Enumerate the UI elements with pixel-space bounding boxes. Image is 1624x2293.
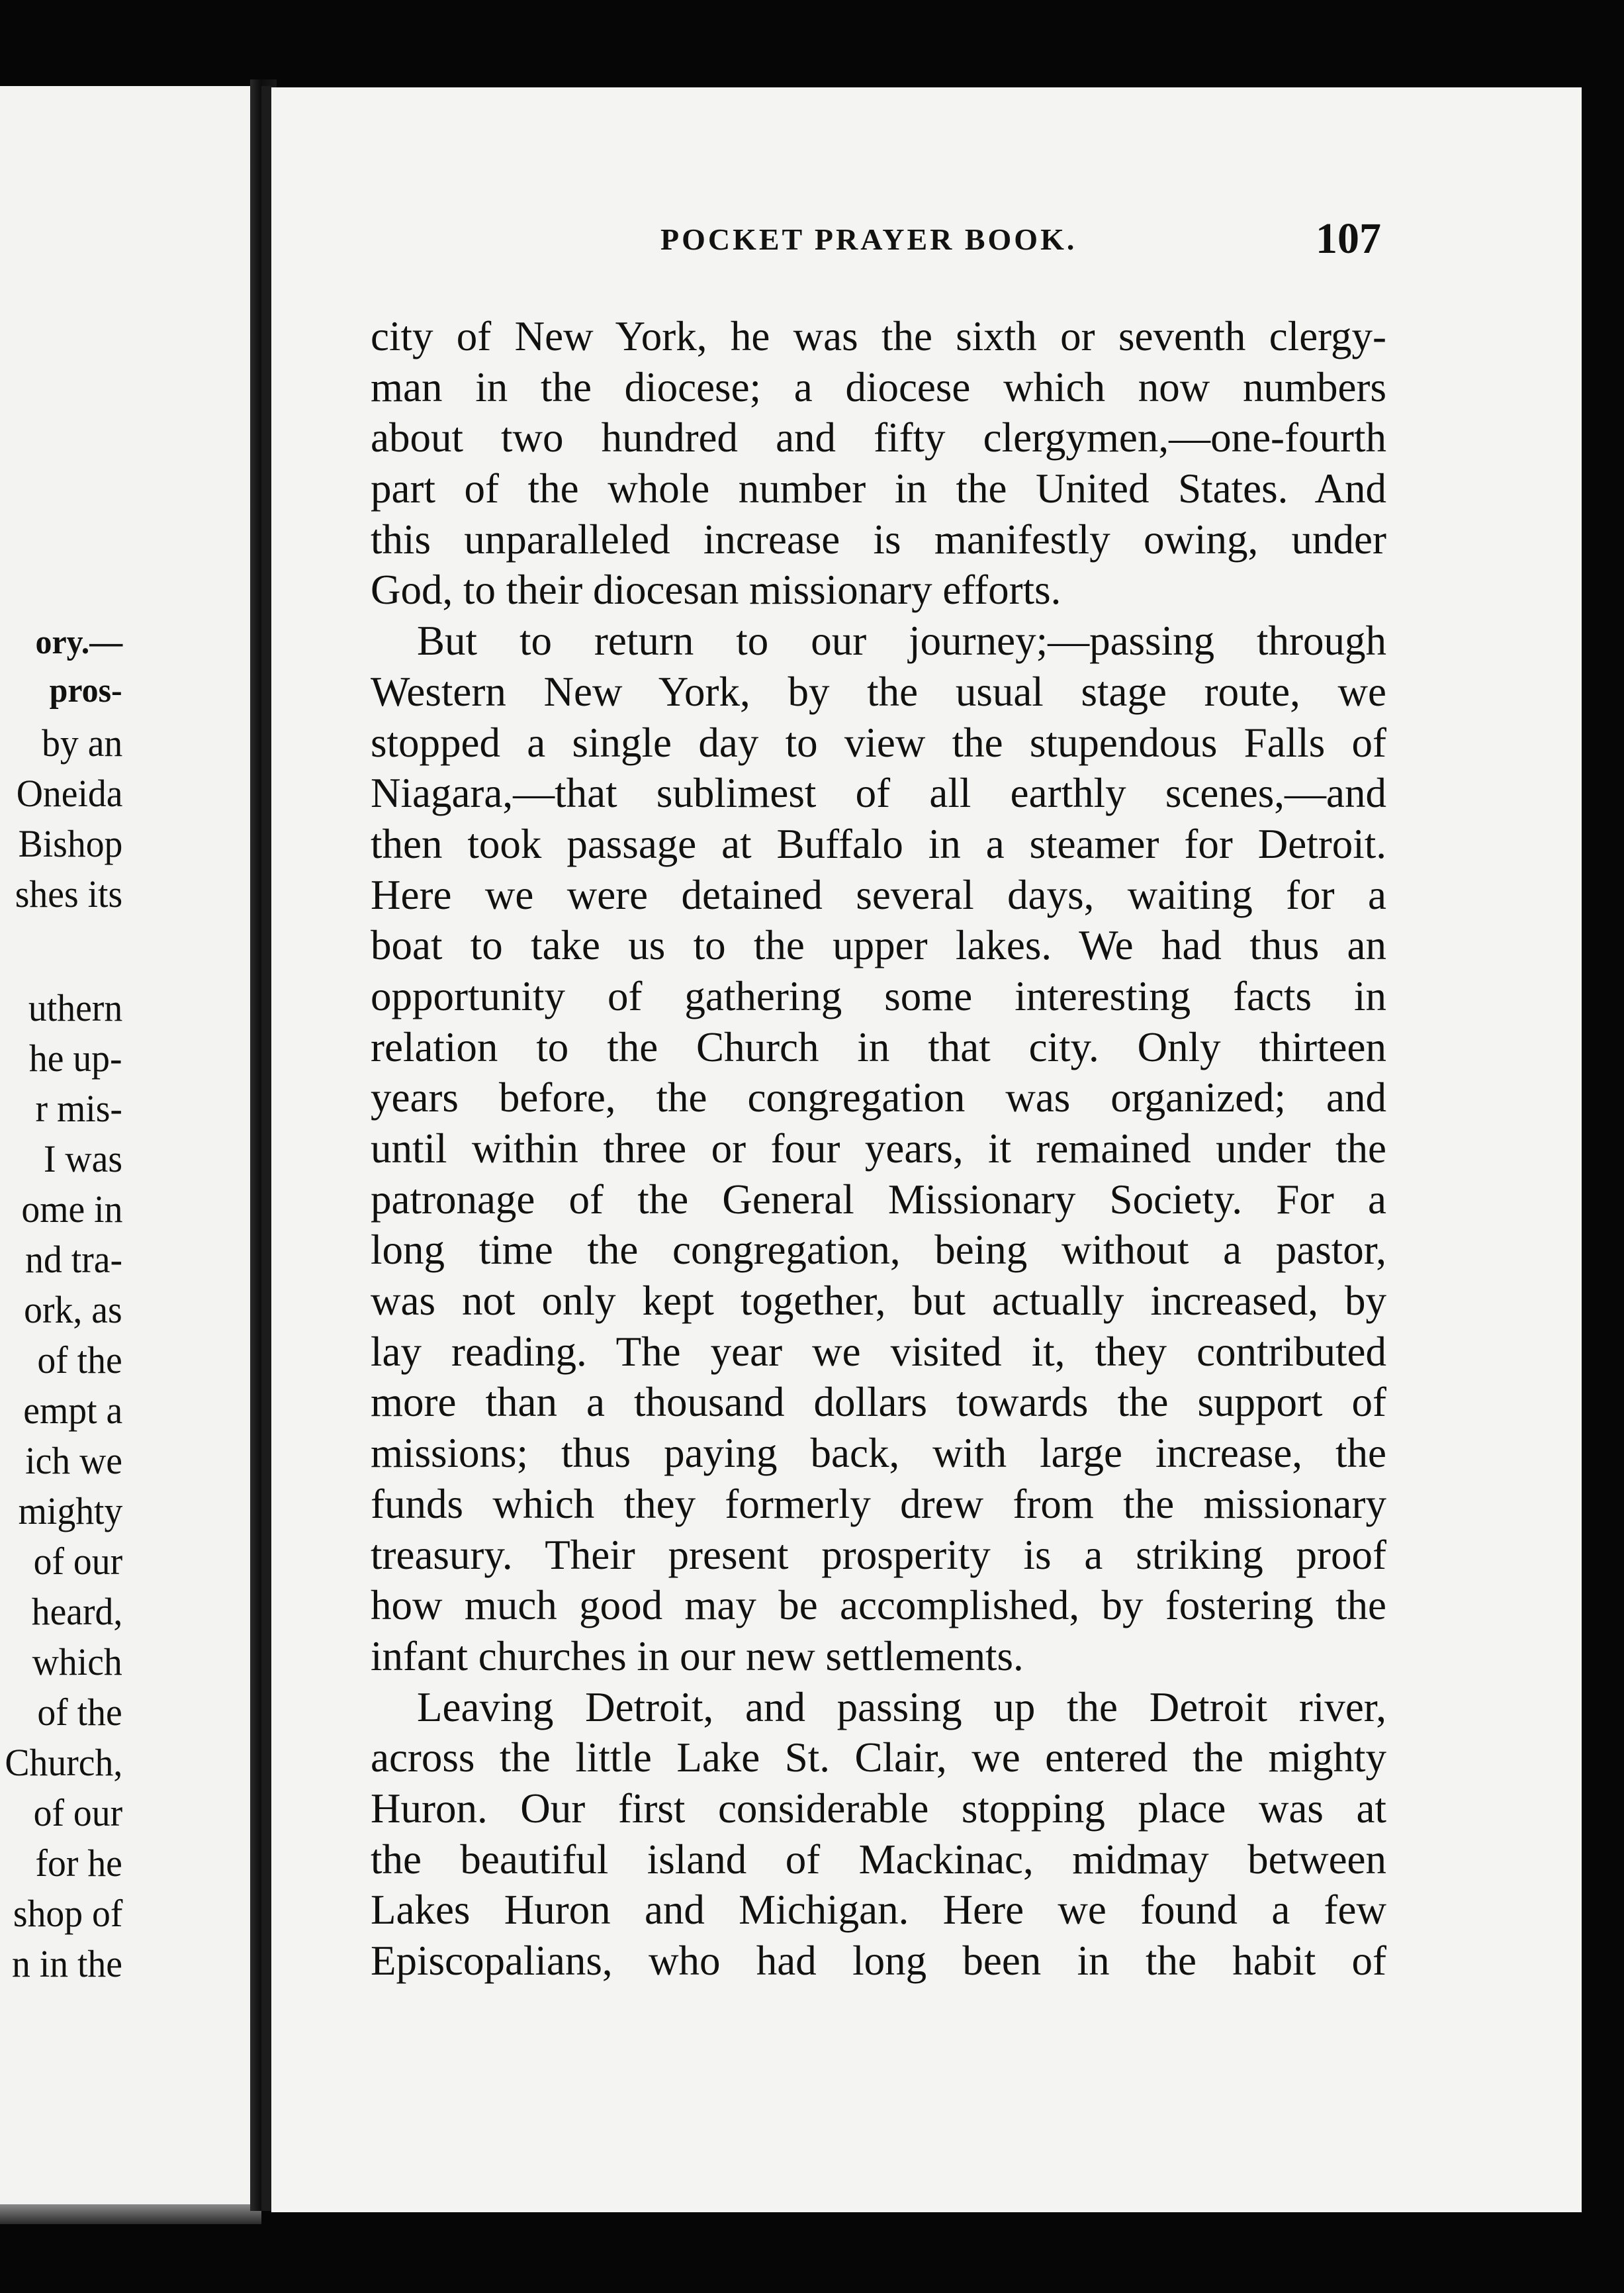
- left-facing-page: [0, 86, 261, 2224]
- text-line: patronage of the General Missionary Society. For a: [371, 1176, 1386, 1223]
- text-line: long time the congregation, being without a pastor,: [371, 1227, 1386, 1274]
- text-line: Niagara,—that sublimest of all earthly scenes,—and: [371, 770, 1386, 817]
- text-line: stopped a single day to view the stupendous Falls of: [371, 719, 1386, 766]
- left-fragment-line: ich we: [25, 1439, 122, 1482]
- text-line: Western New York, by the usual stage route, we: [371, 668, 1386, 715]
- text-line: God, to their diocesan missionary efforts.: [371, 567, 1061, 614]
- text-line: infant churches in our new settlements.: [371, 1632, 1024, 1679]
- paragraph-start-line: But to return to our journey;—passing through: [417, 618, 1386, 665]
- text-line: funds which they formerly drew from the missionary: [371, 1480, 1386, 1527]
- left-fragment-line: Oneida: [16, 772, 122, 815]
- left-page-text-fragments: [0, 86, 261, 2224]
- text-line: man in the diocese; a diocese which now numbers: [371, 363, 1386, 410]
- left-fragment-line: he up-: [29, 1037, 122, 1080]
- left-fragment-line: of the: [37, 1691, 122, 1734]
- text-line: this unparalleled increase is manifestly owing, under: [371, 516, 1386, 563]
- text-line: years before, the congregation was organized; and: [371, 1074, 1386, 1121]
- page-header: [660, 214, 1388, 275]
- left-fragment-line: Bishop: [18, 822, 122, 865]
- left-fragment-line: I was: [43, 1137, 122, 1180]
- text-line: Episcopalians, who had long been in the habit of: [371, 1938, 1386, 1984]
- text-line: lay reading. The year we visited it, they contributed: [371, 1328, 1386, 1375]
- left-fragment-line: mighty: [18, 1489, 122, 1532]
- left-fragment-line: for he: [35, 1842, 122, 1885]
- left-fragment-line: empt a: [23, 1389, 122, 1432]
- left-fragment-line: of the: [37, 1338, 122, 1381]
- text-line: treasury. Their present prosperity is a striking proof: [371, 1531, 1386, 1578]
- left-page-bottom-edge: [0, 2204, 261, 2224]
- left-fragment-line: r mis-: [35, 1087, 122, 1130]
- text-line: was not only kept together, but actually increased, by: [371, 1278, 1386, 1325]
- paragraph-start-line: Leaving Detroit, and passing up the Detroit river,: [417, 1683, 1386, 1730]
- text-line: boat to take us to the upper lakes. We had thus an: [371, 922, 1386, 969]
- text-line: the beautiful island of Mackinac, midmay between: [371, 1836, 1386, 1883]
- left-fragment-line: shop of: [13, 1892, 122, 1935]
- left-fragment-line: shes its: [15, 872, 122, 915]
- left-fragment-line: heard,: [31, 1590, 122, 1633]
- left-fragment-line: by an: [41, 722, 122, 765]
- left-fragment-line: ome in: [21, 1188, 122, 1231]
- left-fragment-line: uthern: [28, 986, 122, 1029]
- text-line: about two hundred and fifty clergymen,—one-fourth: [371, 414, 1386, 461]
- text-line: across the little Lake St. Clair, we entered the mighty: [371, 1734, 1386, 1781]
- text-line: until within three or four years, it remained under the: [371, 1125, 1386, 1172]
- text-line: relation to the Church in that city. Only thirteen: [371, 1023, 1386, 1070]
- page-number: 107: [1316, 214, 1381, 263]
- left-fragment-line: of our: [33, 1540, 122, 1583]
- text-line: Here we were detained several days, waiting for a: [371, 871, 1386, 918]
- left-fragment-line: n in the: [11, 1942, 122, 1985]
- running-head: POCKET PRAYER BOOK.: [660, 222, 1077, 256]
- text-line: missions; thus paying back, with large increase, the: [371, 1430, 1386, 1477]
- body-text: [371, 311, 1386, 1987]
- text-line: Huron. Our first considerable stopping place was at: [371, 1785, 1386, 1832]
- left-fragment-line: ory.—: [35, 624, 122, 661]
- left-fragment-line: Church,: [5, 1741, 122, 1784]
- text-line: part of the whole number in the United States. And: [371, 465, 1386, 512]
- text-line: then took passage at Buffalo in a steamer for Detroit.: [371, 820, 1386, 867]
- text-line: more than a thousand dollars towards the support of: [371, 1379, 1386, 1426]
- text-line: how much good may be accomplished, by fostering the: [371, 1582, 1386, 1629]
- left-fragment-line: nd tra-: [25, 1238, 122, 1281]
- left-fragment-line: ork, as: [24, 1288, 122, 1331]
- text-line: opportunity of gathering some interesting facts in: [371, 972, 1386, 1019]
- left-fragment-line: pros-: [49, 672, 122, 710]
- text-line: Lakes Huron and Michigan. Here we found a few: [371, 1887, 1386, 1934]
- text-line: city of New York, he was the sixth or seventh clergy-: [371, 313, 1386, 359]
- left-fragment-line: which: [32, 1640, 122, 1683]
- left-fragment-line: of our: [33, 1791, 122, 1834]
